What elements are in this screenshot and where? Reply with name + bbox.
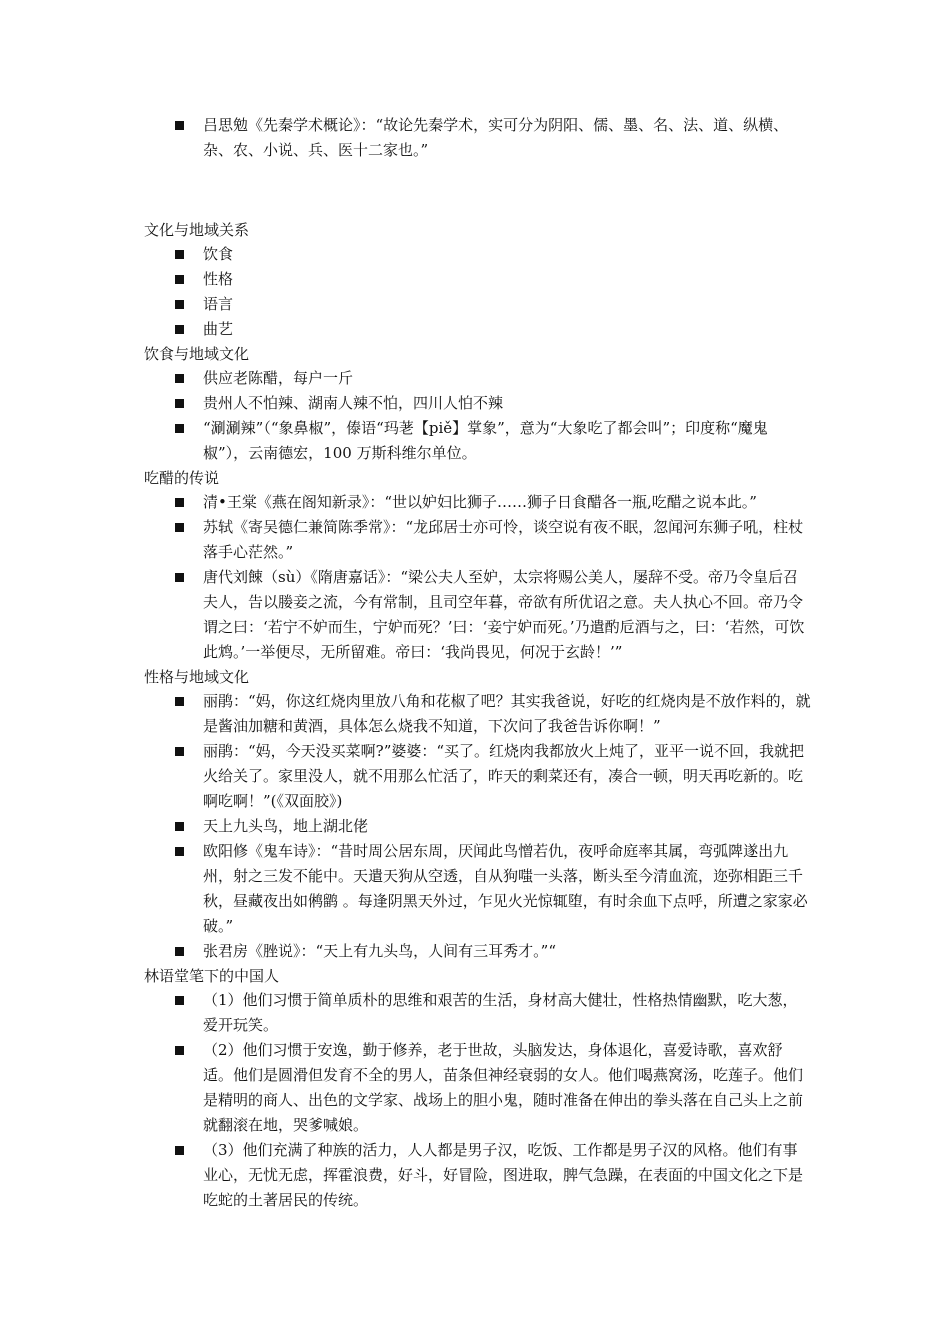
list-item: （2）他们习惯于安逸，勤于修养，老于世故，头脑发达，身体退化，喜爱诗歌，喜欢舒适。他们是圆滑但发育不全的男人，苗条但神经衰弱的女人。他们喝燕窝汤，吃莲子。他们是精明的商人、出色的文学家、战场上的胆小鬼，随时准备在伸出的拳头落在自己头上之前就翻滚在地，哭爹喊娘。: [144, 1038, 812, 1138]
section-heading-culture-region: 文化与地域关系: [144, 221, 250, 239]
section-heading-vinegar-legend: 吃醋的传说: [144, 469, 220, 487]
list-item: 饮食: [144, 242, 812, 267]
list-item: （1）他们习惯于简单质朴的思维和艰苦的生活，身材高大健壮，性格热情幽默，吃大葱，爱开玩笑。: [144, 988, 812, 1038]
section-heading-lin-yutang: 林语堂笔下的中国人: [144, 967, 280, 985]
list-item: 语言: [144, 292, 812, 317]
culture-region-list: [144, 242, 812, 342]
character-list: [144, 689, 812, 964]
section-heading-character: 性格与地域文化: [144, 668, 250, 686]
intro-list: [144, 113, 812, 163]
section-gap: [144, 163, 812, 218]
list-item: 丽鹃：“妈，今天没买菜啊?”婆婆：“买了。红烧肉我都放火上炖了，亚平一说不回，我就把火给关了。家里没人，就不用那么忙活了，昨天的剩菜还有，凑合一顿，明天再吃新的。吃啊吃啊！”(《双面胶》): [144, 739, 812, 814]
list-item: 张君房《脞说》：“天上有九头鸟，人间有三耳秀才。”“: [144, 939, 812, 964]
list-item: 曲艺: [144, 317, 812, 342]
list-item: 清•王棠《燕在阁知新录》：“世以妒妇比狮子……狮子日食醋各一瓶,吃醋之说本此。”: [144, 490, 812, 515]
list-item: 吕思勉《先秦学术概论》：“故论先秦学术，实可分为阴阳、儒、墨、名、法、道、纵横、杂、农、小说、兵、医十二家也。”: [144, 113, 812, 163]
list-item: 丽鹃：“妈，你这红烧肉里放八角和花椒了吧？其实我爸说，好吃的红烧肉是不放作料的，就是酱油加糖和黄酒，具体怎么烧我不知道，下次问了我爸告诉你啊！”: [144, 689, 812, 739]
document-body: [144, 113, 812, 1213]
food-list: [144, 366, 812, 466]
list-item: “涮涮辣”（“象鼻椒”，傣语“玛荖【piě】掌象”，意为“大象吃了都会叫”；印度称“魔鬼椒”），云南德宏，100 万斯科维尔单位。: [144, 416, 812, 466]
list-item: 贵州人不怕辣、湖南人辣不怕，四川人怕不辣: [144, 391, 812, 416]
list-item: 苏轼《寄吴德仁兼简陈季常》：“龙邱居士亦可怜，谈空说有夜不眠，忽闻河东狮子吼，柱杖落手心茫然。”: [144, 515, 812, 565]
section-heading-food: 饮食与地域文化: [144, 345, 250, 363]
list-item: （3）他们充满了种族的活力，人人都是男子汉，吃饭、工作都是男子汉的风格。他们有事业心，无忧无虑，挥霍浪费，好斗，好冒险，图进取，脾气急躁，在表面的中国文化之下是吃蛇的土著居民的传统。: [144, 1138, 812, 1213]
lin-yutang-list: [144, 988, 812, 1213]
vinegar-legend-list: [144, 490, 812, 665]
list-item: 供应老陈醋，每户一斤: [144, 366, 812, 391]
list-item: 欧阳修《鬼车诗》：“昔时周公居东周，厌闻此鸟憎若仇，夜呼命庭率其属，弯弧陴遂出九州，射之三发不能中。天遣天狗从空透，自从狗嗤一头落，断头至今清血流，迩弥相距三千秋，昼藏夜出如鸺鹠 。每逢阴黑天外过，乍见火光惊辄堕，有时余血下点呼，所遭之家家必破。”: [144, 839, 812, 939]
list-item: 唐代刘餗（sù）《隋唐嘉话》：“梁公夫人至妒，太宗将赐公美人，屡辞不受。帝乃令皇后召夫人，告以媵妾之流，今有常制，且司空年暮，帝欲有所优诏之意。夫人执心不回。帝乃令谓之曰：‘若宁不妒而生，宁妒而死？’曰：‘妾宁妒而死。’乃遣酌卮酒与之，曰：‘若然，可饮此鸩。’一举便尽，无所留难。帝曰：‘我尚畏见，何况于玄龄！’”: [144, 565, 812, 665]
list-item: 性格: [144, 267, 812, 292]
list-item: 天上九头鸟，地上湖北佬: [144, 814, 812, 839]
